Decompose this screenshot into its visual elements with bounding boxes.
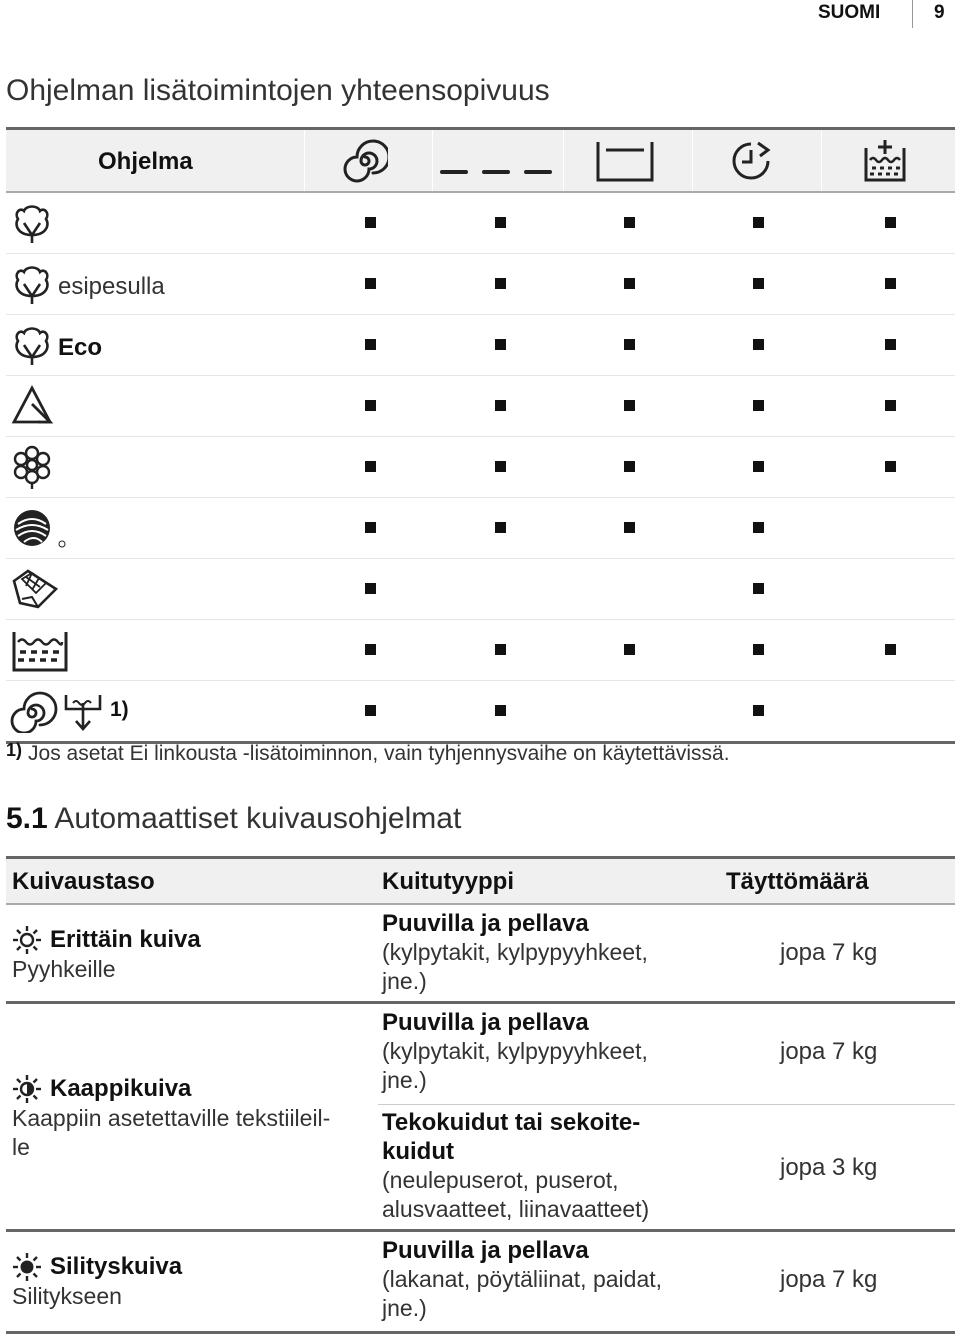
compat-mark: [611, 498, 651, 558]
level-desc: Pyyhkeille: [12, 956, 116, 982]
rinse-icon: [10, 628, 70, 672]
load-value: jopa 7 kg: [780, 1038, 878, 1065]
compat-mark: [740, 620, 780, 680]
header-divider: [912, 0, 913, 28]
fibre-name: Tekokuidut tai sekoite-: [382, 1109, 641, 1136]
compat-mark: [740, 498, 780, 558]
wool-icon: [10, 506, 66, 550]
iron-dry-icon: [12, 1252, 42, 1282]
fibre-name: kuidut: [382, 1138, 454, 1165]
program-label: esipesulla: [58, 273, 165, 300]
spin-drain-icon: [10, 689, 106, 733]
page-header: [0, 0, 960, 30]
synthetics-icon: [10, 384, 54, 428]
compat-mark: [872, 620, 912, 680]
fibre-desc: jne.): [382, 1067, 427, 1093]
drying-level-row: [6, 1004, 955, 1232]
program-row: [6, 559, 955, 620]
footnote-mark: 1): [6, 740, 23, 760]
level-desc: Kaappiin asetettaville tekstiileil-: [12, 1105, 331, 1131]
compat-mark: [740, 681, 780, 741]
level-desc: le: [12, 1134, 30, 1160]
footnote-text: Jos asetat Ei linkousta -lisätoiminnon, vain tyhjennysvaihe on käytettävissä.: [28, 742, 730, 765]
drying-level-row: [6, 1232, 955, 1334]
fibre-divider: [378, 1104, 955, 1105]
compat-mark: [352, 437, 392, 497]
fibre-cell: [382, 1236, 712, 1323]
compat-mark: [872, 254, 912, 314]
section-title: Automaattiset kuivausohjelmat: [54, 802, 462, 835]
program-row: [6, 498, 955, 559]
compat-mark: [352, 681, 392, 741]
compat-mark: [740, 559, 780, 619]
drying-level-row: [6, 905, 955, 1004]
delicates-icon: [10, 445, 54, 489]
footnote-ref: 1): [110, 698, 129, 721]
extra-rinse-icon: [862, 138, 908, 184]
extra-dry-icon: [12, 925, 42, 955]
program-label: Eco: [58, 334, 103, 361]
compat-mark: [352, 193, 392, 253]
level-name: Silityskuiva: [50, 1253, 183, 1280]
program-row: [6, 315, 955, 376]
program-row: [6, 681, 955, 741]
footnote: [6, 742, 730, 766]
level-name: Kaappikuiva: [50, 1075, 192, 1102]
cotton-icon: [10, 262, 54, 306]
level-cell: [12, 1074, 330, 1162]
fibre-desc: jne.): [382, 1295, 427, 1321]
compat-mark: [482, 376, 522, 436]
compat-mark: [352, 620, 392, 680]
time-save-icon: [728, 138, 774, 184]
compat-mark: [872, 437, 912, 497]
compat-mark: [611, 376, 651, 436]
fibre-name: Puuvilla ja pellava: [382, 910, 589, 937]
load-value: jopa 3 kg: [780, 1154, 878, 1181]
prewash-icon: [594, 138, 656, 184]
rinse-hold-icon: [438, 138, 552, 184]
compat-mark: [482, 254, 522, 314]
fibre-desc: alusvaatteet, liinavaatteet): [382, 1196, 650, 1222]
col-header-level: Kuivaustaso: [12, 868, 155, 895]
compat-mark: [740, 193, 780, 253]
level-desc: Silitykseen: [12, 1283, 122, 1309]
program-row: [6, 254, 955, 315]
cotton-icon: [10, 323, 54, 367]
program-row: [6, 620, 955, 681]
section-number: 5.1: [6, 802, 48, 835]
compat-mark: [611, 620, 651, 680]
compat-mark: [482, 437, 522, 497]
program-row: [6, 193, 955, 254]
compat-mark: [482, 315, 522, 375]
compat-mark: [482, 498, 522, 558]
compat-mark: [482, 620, 522, 680]
fibre-name: Puuvilla ja pellava: [382, 1237, 589, 1264]
level-cell: [12, 1252, 182, 1311]
level-cell: [12, 925, 201, 984]
compat-mark: [352, 315, 392, 375]
silk-icon: [10, 567, 60, 611]
compat-mark: [352, 376, 392, 436]
compat-header-row: [6, 130, 955, 193]
compat-mark: [611, 193, 651, 253]
drying-header-row: [6, 859, 955, 905]
col-header-load: Täyttömäärä: [726, 868, 869, 895]
program-row: [6, 376, 955, 437]
load-value: jopa 7 kg: [780, 939, 878, 966]
compat-mark: [352, 254, 392, 314]
drying-table: [6, 856, 955, 1321]
fibre-desc: (neulepuserot, puserot,: [382, 1167, 619, 1193]
fibre-name: Puuvilla ja pellava: [382, 1009, 589, 1036]
compat-mark: [740, 254, 780, 314]
fibre-cell: [382, 909, 712, 996]
compat-mark: [611, 315, 651, 375]
level-name: Erittäin kuiva: [50, 926, 201, 953]
drying-title: [6, 802, 461, 836]
program-header: Ohjelma: [98, 148, 193, 175]
compat-mark: [611, 437, 651, 497]
cotton-icon: [10, 201, 54, 245]
spin-icon: [342, 138, 388, 184]
fibre-desc: (kylpytakit, kylpypyyhkeet,: [382, 1038, 648, 1064]
compat-mark: [872, 315, 912, 375]
fibre-desc: (kylpytakit, kylpypyyhkeet,: [382, 939, 648, 965]
compat-mark: [872, 193, 912, 253]
language-label: SUOMI: [818, 2, 881, 23]
fibre-cell: [382, 1008, 712, 1095]
compat-mark: [740, 376, 780, 436]
load-value: jopa 7 kg: [780, 1266, 878, 1293]
fibre-cell: [382, 1108, 712, 1224]
compat-title: Ohjelman lisätoimintojen yhteensopivuus: [6, 74, 550, 107]
page-number: 9: [934, 2, 945, 23]
fibre-desc: jne.): [382, 968, 427, 994]
program-row: [6, 437, 955, 498]
cupboard-dry-icon: [12, 1074, 42, 1104]
compat-table: [6, 127, 955, 744]
compat-mark: [872, 376, 912, 436]
compat-mark: [740, 437, 780, 497]
compat-mark: [482, 681, 522, 741]
compat-mark: [352, 559, 392, 619]
compat-mark: [740, 315, 780, 375]
fibre-desc: (lakanat, pöytäliinat, paidat,: [382, 1266, 663, 1292]
col-header-fibre: Kuitutyyppi: [382, 868, 514, 895]
compat-mark: [611, 254, 651, 314]
compat-mark: [352, 498, 392, 558]
compat-mark: [482, 193, 522, 253]
